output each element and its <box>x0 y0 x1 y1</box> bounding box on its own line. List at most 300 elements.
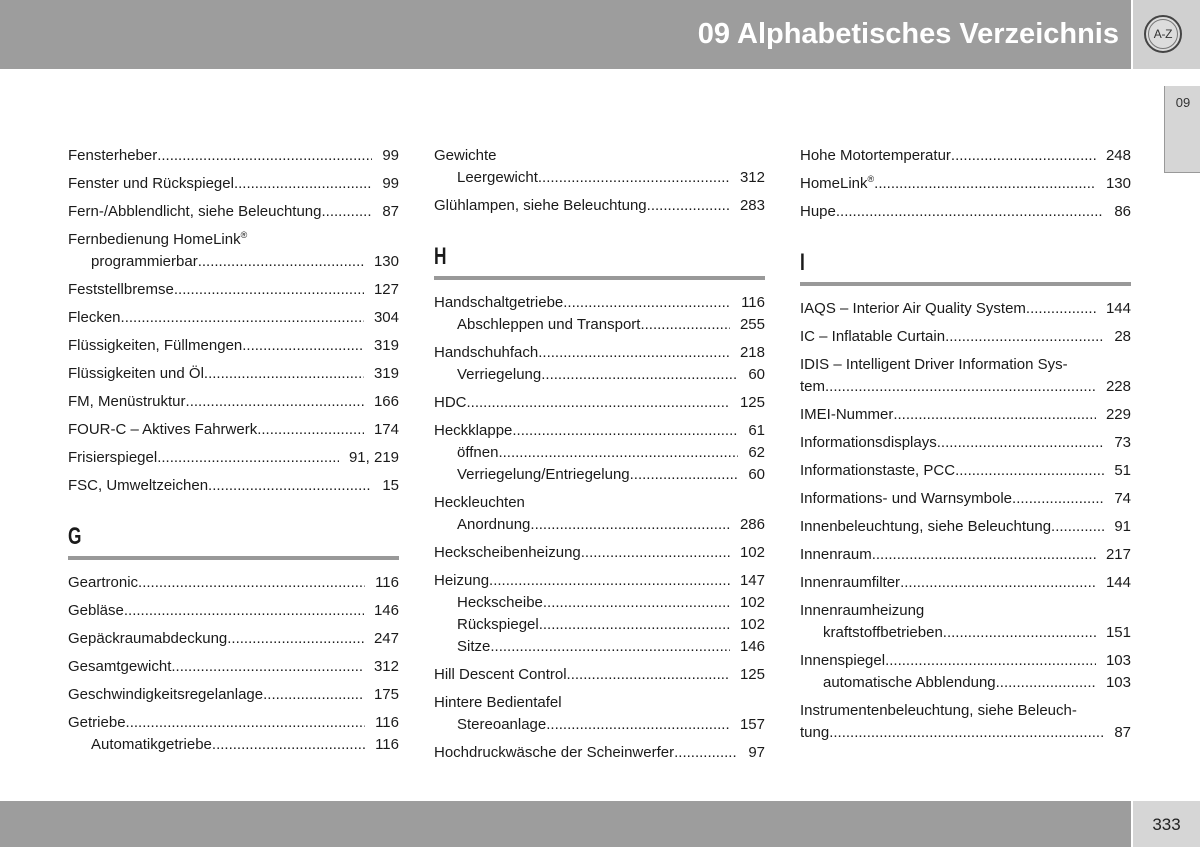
index-entry-row <box>434 420 765 442</box>
index-entry <box>68 656 399 678</box>
page-reference: 127 <box>373 281 399 298</box>
page-reference: 99 <box>382 175 399 192</box>
index-entry-row <box>800 145 1131 167</box>
index-entry-row <box>68 475 399 497</box>
entry-text <box>434 664 567 686</box>
dot-leader <box>630 464 739 486</box>
index-entry <box>800 298 1131 320</box>
entry-text <box>457 314 640 336</box>
entry-text <box>800 145 951 167</box>
index-subentry <box>434 714 765 736</box>
index-entry-row <box>68 391 399 413</box>
entry-text <box>823 622 943 644</box>
index-entry <box>68 363 399 385</box>
index-entry-row <box>68 656 399 678</box>
entry-text <box>434 742 674 764</box>
page-title: 09 Alphabetisches Verzeichnis <box>697 18 1119 50</box>
index-entry-row <box>800 354 1131 376</box>
entry-label: Handschaltgetriebe <box>434 294 564 311</box>
index-entry-row <box>800 404 1131 426</box>
entry-label: Innenspiegel <box>800 652 886 669</box>
index-entry-row <box>800 376 1131 398</box>
dot-leader <box>204 363 364 385</box>
index-subentry <box>434 442 765 464</box>
index-column-2 <box>434 145 765 770</box>
index-entry <box>800 173 1131 195</box>
dot-leader <box>538 342 730 364</box>
registered-mark: ® <box>240 230 248 240</box>
dot-leader <box>885 650 1096 672</box>
dot-leader <box>1026 298 1096 320</box>
page-reference: 103 <box>1105 652 1131 669</box>
page-reference: 157 <box>739 716 765 733</box>
entry-text <box>800 650 885 672</box>
entry-text <box>68 173 234 195</box>
dot-leader <box>157 145 372 167</box>
dot-leader <box>538 167 730 189</box>
entry-text <box>800 544 872 566</box>
entry-text <box>800 404 893 426</box>
index-entry <box>68 684 399 706</box>
entry-text <box>800 356 1068 373</box>
index-entry-row <box>800 650 1131 672</box>
dot-leader <box>996 672 1096 694</box>
entry-label: Hill Descent Control <box>434 666 567 683</box>
index-entry-row <box>800 298 1131 320</box>
dot-leader <box>322 201 373 223</box>
index-entry-row <box>800 600 1131 622</box>
page-reference: 304 <box>373 309 399 326</box>
index-entry <box>68 600 399 622</box>
page-reference: 99 <box>382 147 399 164</box>
page-reference: 60 <box>748 366 765 383</box>
page-reference: 151 <box>1105 624 1131 641</box>
dot-leader <box>171 656 364 678</box>
entry-label: Gebläse <box>68 602 124 619</box>
index-entry-row <box>434 195 765 217</box>
entry-text <box>68 231 247 248</box>
entry-label: Verriegelung <box>457 366 542 383</box>
entry-text <box>800 326 945 348</box>
page-reference: 74 <box>1114 490 1131 507</box>
dot-leader <box>546 714 730 736</box>
entry-label: Flüssigkeiten und Öl <box>68 365 204 382</box>
section-divider <box>434 276 765 280</box>
index-entry <box>800 650 1131 694</box>
page-reference: 73 <box>1114 434 1131 451</box>
index-entry <box>434 145 765 189</box>
index-entry <box>800 460 1131 482</box>
dot-leader <box>186 391 364 413</box>
entry-text <box>457 514 530 536</box>
page-reference: 116 <box>375 574 399 591</box>
entry-text <box>800 173 874 195</box>
entry-text <box>457 442 498 464</box>
page-reference: 312 <box>739 169 765 186</box>
page-reference: 116 <box>375 736 399 753</box>
entry-text <box>457 167 538 189</box>
dot-leader <box>157 447 339 469</box>
entry-text <box>68 307 121 329</box>
index-entry-row <box>434 492 765 514</box>
entry-label: Leergewicht <box>457 169 538 186</box>
dot-leader <box>543 592 730 614</box>
page-reference: 130 <box>1105 175 1131 192</box>
dot-leader <box>647 195 730 217</box>
entry-label: tung <box>800 724 830 741</box>
index-entry <box>68 279 399 301</box>
entry-text <box>68 572 138 594</box>
entry-label: FOUR-C – Aktives Fahrwerk <box>68 421 258 438</box>
index-subentry <box>434 364 765 386</box>
entry-label: Informationstaste, PCC <box>800 462 956 479</box>
entry-text <box>434 694 562 711</box>
index-entry-row <box>800 544 1131 566</box>
entry-text <box>68 145 157 167</box>
page-reference: 61 <box>748 422 765 439</box>
entry-text <box>68 335 242 357</box>
index-entry-row <box>68 572 399 594</box>
index-entry <box>434 492 765 536</box>
dot-leader <box>539 614 730 636</box>
index-entry <box>68 335 399 357</box>
entry-text <box>434 147 497 164</box>
index-entry-row <box>800 326 1131 348</box>
dot-leader <box>263 684 364 706</box>
page-reference: 116 <box>375 714 399 731</box>
entry-label: Heckscheibenheizung <box>434 544 581 561</box>
page-reference: 255 <box>739 316 765 333</box>
index-entry-row <box>68 363 399 385</box>
entry-label: Hupe <box>800 203 836 220</box>
entry-label: FM, Menüstruktur <box>68 393 186 410</box>
entry-label: Feststellbremse <box>68 281 174 298</box>
dot-leader <box>874 173 1096 195</box>
page-reference: 247 <box>373 630 399 647</box>
entry-label: Getriebe <box>68 714 126 731</box>
index-entry-row <box>800 201 1131 223</box>
entry-text <box>434 542 581 564</box>
index-entry <box>434 292 765 336</box>
header-bar <box>0 0 1131 69</box>
index-entry <box>68 307 399 329</box>
dot-leader <box>490 636 730 658</box>
entry-label: Instrumentenbeleuchtung, siehe Beleuch- <box>800 702 1077 719</box>
page-reference: 319 <box>373 337 399 354</box>
dot-leader <box>581 542 730 564</box>
index-subentry <box>68 734 399 756</box>
index-subentry <box>800 672 1131 694</box>
dot-leader <box>955 460 1104 482</box>
index-subentry <box>434 636 765 658</box>
entry-text <box>68 712 126 734</box>
entry-label: Innenbeleuchtung, siehe Beleuchtung <box>800 518 1052 535</box>
entry-label: IMEI-Nummer <box>800 406 894 423</box>
dot-leader <box>893 404 1096 426</box>
entry-label: Gepäckraumabdeckung <box>68 630 228 647</box>
index-entry-row <box>800 722 1131 744</box>
index-entry-row <box>434 570 765 592</box>
entry-label: Geartronic <box>68 574 139 591</box>
page-reference: 97 <box>748 744 765 761</box>
index-entry <box>800 700 1131 744</box>
index-subentry <box>68 251 399 273</box>
entry-label: Frisierspiegel <box>68 449 158 466</box>
page-reference: 228 <box>1105 378 1131 395</box>
page-reference: 15 <box>382 477 399 494</box>
dot-leader <box>227 628 364 650</box>
section-divider <box>800 282 1131 286</box>
dot-leader <box>825 376 1096 398</box>
entry-label: öffnen <box>457 444 499 461</box>
index-entry-row <box>434 145 765 167</box>
page-reference: 87 <box>382 203 399 220</box>
index-entry <box>800 432 1131 454</box>
index-entry-row <box>434 342 765 364</box>
page-reference: 144 <box>1105 574 1131 591</box>
index-entry <box>800 326 1131 348</box>
index-entry-row <box>68 173 399 195</box>
page-reference: 103 <box>1105 674 1131 691</box>
section-header <box>800 249 1131 286</box>
index-entry-row <box>434 542 765 564</box>
dot-leader <box>1012 488 1104 510</box>
index-entry <box>434 742 765 764</box>
entry-text <box>91 251 198 273</box>
index-entry-row <box>800 488 1131 510</box>
index-entry <box>800 544 1131 566</box>
dot-leader <box>640 314 730 336</box>
page-reference: 283 <box>739 197 765 214</box>
index-entry <box>800 600 1131 644</box>
entry-label: Flüssigkeiten, Füllmengen <box>68 337 243 354</box>
page-reference: 146 <box>373 602 399 619</box>
index-entry <box>800 572 1131 594</box>
entry-label: Gewichte <box>434 147 497 164</box>
index-entry <box>434 195 765 217</box>
index-entry-row <box>800 460 1131 482</box>
entry-label: Heizung <box>434 572 490 589</box>
index-entry-row <box>800 516 1131 538</box>
index-entry-row <box>434 392 765 414</box>
entry-text <box>457 464 630 486</box>
page-reference: 130 <box>373 253 399 270</box>
index-entry <box>434 392 765 414</box>
entry-text <box>68 475 208 497</box>
entry-text <box>434 292 563 314</box>
dot-leader <box>945 326 1104 348</box>
entry-label: Verriegelung/Entriegelung <box>457 466 630 483</box>
index-subentry <box>434 464 765 486</box>
dot-leader <box>674 742 738 764</box>
index-entry <box>68 229 399 273</box>
index-entry <box>68 447 399 469</box>
index-column-1 <box>68 145 399 762</box>
entry-text <box>800 722 829 744</box>
dot-leader <box>242 335 364 357</box>
entry-label: Anordnung <box>457 516 531 533</box>
section-letter: G <box>68 523 82 550</box>
page-reference: 91 <box>1114 518 1131 535</box>
footer-tab <box>1133 801 1200 847</box>
entry-text <box>800 201 836 223</box>
entry-label: IC – Inflatable Curtain <box>800 328 946 345</box>
entry-label: Hohe Motortemperatur <box>800 147 951 164</box>
index-entry <box>800 404 1131 426</box>
index-subentry <box>434 614 765 636</box>
entry-label: Rückspiegel <box>457 616 539 633</box>
entry-text <box>457 636 490 658</box>
entry-text <box>800 298 1026 320</box>
page-reference: 86 <box>1114 203 1131 220</box>
dot-leader <box>943 622 1096 644</box>
section-header <box>68 523 399 560</box>
entry-label: Informations- und Warnsymbole <box>800 490 1013 507</box>
dot-leader <box>1051 516 1104 538</box>
page-reference: 175 <box>373 686 399 703</box>
header-tab <box>1133 0 1200 69</box>
entry-label: Automatikgetriebe <box>91 736 212 753</box>
entry-label: Geschwindigkeitsregelanlage <box>68 686 264 703</box>
page-reference: 144 <box>1105 300 1131 317</box>
page-reference: 125 <box>739 394 765 411</box>
page-reference: 319 <box>373 365 399 382</box>
index-entry <box>434 342 765 386</box>
entry-text <box>800 516 1051 538</box>
index-entry-row <box>800 432 1131 454</box>
dot-leader <box>467 392 730 414</box>
index-entry <box>434 664 765 686</box>
page-reference: 229 <box>1105 406 1131 423</box>
page-reference: 102 <box>739 544 765 561</box>
dot-leader <box>208 475 372 497</box>
entry-label: Fensterheber <box>68 147 158 164</box>
entry-label: Abschleppen und Transport <box>457 316 641 333</box>
entry-text <box>800 702 1077 719</box>
index-entry <box>800 201 1131 223</box>
entry-label: Fenster und Rückspiegel <box>68 175 234 192</box>
entry-text <box>457 614 539 636</box>
index-entry <box>68 712 399 756</box>
section-header <box>434 243 765 280</box>
dot-leader <box>530 514 730 536</box>
page-reference: 102 <box>739 594 765 611</box>
entry-label: Fernbedienung HomeLink <box>68 231 241 248</box>
page-reference: 312 <box>373 658 399 675</box>
entry-label: FSC, Umweltzeichen <box>68 477 209 494</box>
page-reference: 87 <box>1114 724 1131 741</box>
entry-label: Hintere Bedientafel <box>434 694 562 711</box>
dot-leader <box>124 600 364 622</box>
dot-leader <box>174 279 364 301</box>
index-entry <box>68 572 399 594</box>
index-entry-row <box>434 742 765 764</box>
index-entry-row <box>68 712 399 734</box>
page-reference: 60 <box>748 466 765 483</box>
page-reference: 174 <box>373 421 399 438</box>
index-entry-row <box>68 145 399 167</box>
index-entry <box>434 542 765 564</box>
dot-leader <box>836 201 1104 223</box>
index-entry <box>434 692 765 736</box>
entry-text <box>457 592 543 614</box>
entry-text <box>800 488 1012 510</box>
dot-leader <box>198 251 364 273</box>
entry-label: Informationsdisplays <box>800 434 937 451</box>
index-entry-row <box>68 628 399 650</box>
index-entry-row <box>68 419 399 441</box>
dot-leader <box>512 420 738 442</box>
page-reference: 217 <box>1105 546 1131 563</box>
entry-text <box>434 570 489 592</box>
entry-label: Heckscheibe <box>457 594 543 611</box>
page-reference: 91, 219 <box>348 449 399 466</box>
chapter-tab <box>1164 86 1200 173</box>
page-reference: 116 <box>741 294 765 311</box>
entry-label: HDC <box>434 394 467 411</box>
index-entry <box>68 628 399 650</box>
index-entry-row <box>68 684 399 706</box>
entry-text <box>800 572 900 594</box>
entry-label: Sitze <box>457 638 491 655</box>
entry-label: Innenraumheizung <box>800 602 925 619</box>
page-reference: 218 <box>739 344 765 361</box>
index-subentry <box>434 514 765 536</box>
page-reference: 51 <box>1114 462 1131 479</box>
index-entry-row <box>68 447 399 469</box>
dot-leader <box>900 572 1096 594</box>
entry-text <box>457 364 541 386</box>
section-letter: I <box>800 249 805 276</box>
index-entry <box>800 516 1131 538</box>
dot-leader <box>937 432 1105 454</box>
section-letter: H <box>434 243 447 270</box>
page-reference: 125 <box>739 666 765 683</box>
footer-bar <box>0 801 1131 847</box>
index-subentry <box>800 622 1131 644</box>
entry-label: Stereoanlage <box>457 716 547 733</box>
entry-text <box>800 376 825 398</box>
entry-label: Heckleuchten <box>434 494 525 511</box>
dot-leader <box>541 364 738 386</box>
entry-label: kraftstoffbetrieben <box>823 624 943 641</box>
entry-text <box>91 734 212 756</box>
index-entry-row <box>68 600 399 622</box>
dot-leader <box>212 734 365 756</box>
chapter-tab-label: 09 <box>1175 95 1191 110</box>
entry-text <box>68 656 171 678</box>
dot-leader <box>126 712 366 734</box>
index-entry-row <box>434 292 765 314</box>
index-entry-row <box>68 201 399 223</box>
a-z-badge-icon: A-Z <box>1144 15 1182 53</box>
index-entry-row <box>68 279 399 301</box>
page-reference: 62 <box>748 444 765 461</box>
index-column-3 <box>800 145 1131 750</box>
entry-label: IAQS – Interior Air Quality System <box>800 300 1026 317</box>
entry-text <box>434 342 538 364</box>
entry-label: Fern-/Abblendlicht, siehe Beleuchtung <box>68 203 322 220</box>
entry-text <box>68 600 124 622</box>
entry-text <box>800 460 955 482</box>
index-entry <box>434 570 765 658</box>
entry-text <box>68 363 204 385</box>
entry-text <box>68 279 174 301</box>
dot-leader <box>138 572 365 594</box>
entry-text <box>68 628 227 650</box>
index-entry-row <box>434 692 765 714</box>
dot-leader <box>234 173 372 195</box>
